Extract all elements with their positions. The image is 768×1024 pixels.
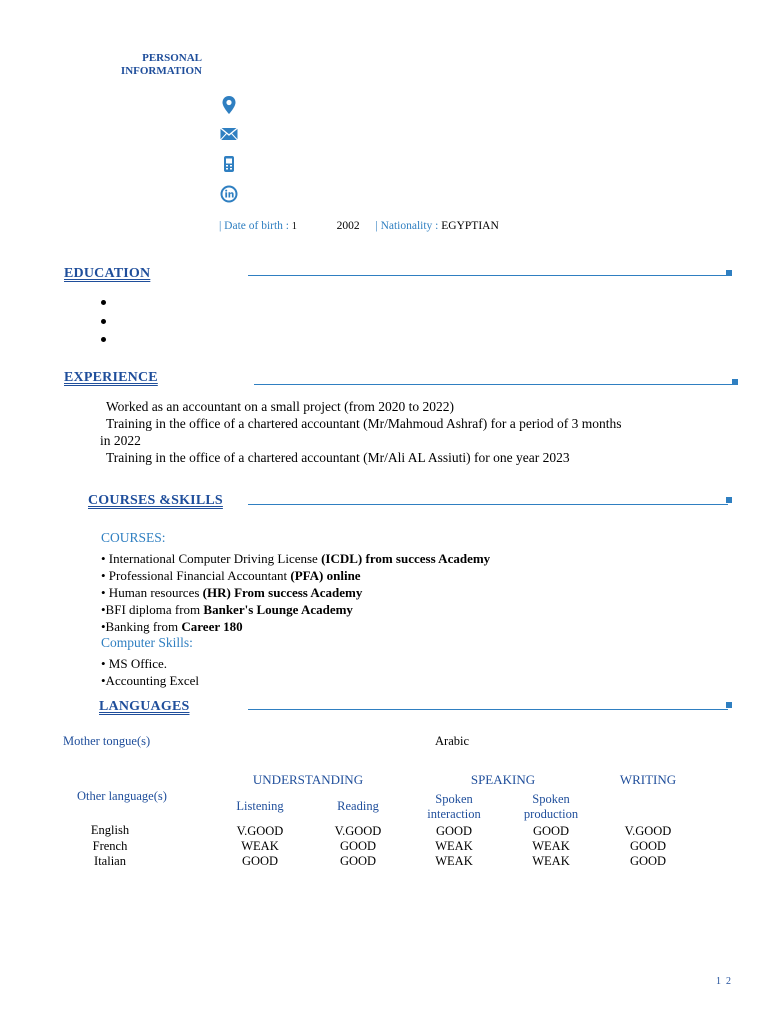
phone-icon [219,154,239,174]
understanding-header: UNDERSTANDING [252,772,364,787]
reading-level: GOOD [339,839,377,853]
experience-marker [732,379,738,385]
mother-tongue-label: Mother tongue(s) [63,734,151,748]
interaction-level: WEAK [435,839,473,853]
spoken-production-header: Spoken production [523,792,579,821]
courses-label: COURSES: [101,530,166,545]
course-item: • International Computer Driving License (ICDL) from success Academy [101,551,491,566]
education-bullet [101,300,106,305]
listening-header: Listening [236,799,284,813]
nationality-label: | Nationality : [375,220,439,232]
writing-level: V.GOOD [624,824,672,838]
experience-rule [254,384,734,385]
languages-heading: LANGUAGES [99,699,190,714]
reading-level: GOOD [339,854,377,868]
language-name: Italian [94,854,126,868]
birth-nationality-line [219,220,499,232]
personal-info-title: PERSONAL INFORMATION [120,52,202,77]
writing-level: GOOD [629,839,667,853]
computer-skill-item: •Accounting Excel [101,673,200,688]
courses-rule [248,504,728,505]
writing-header: WRITING [619,772,677,787]
course-item: • Human resources (HR) From success Academy [101,585,363,600]
production-level: WEAK [532,854,570,868]
courses-marker [726,497,732,503]
production-level: GOOD [532,824,570,838]
course-item: •BFI diploma from Banker's Lounge Academy [101,602,353,617]
experience-heading: EXPERIENCE [64,370,158,385]
course-item: • Professional Financial Accountant (PFA) online [101,568,361,583]
listening-level: WEAK [241,839,279,853]
language-name: French [92,839,128,853]
experience-line: in 2022 [100,433,141,448]
education-bullet [101,319,106,324]
education-bullet [101,337,106,342]
writing-level: GOOD [629,854,667,868]
reading-level: V.GOOD [334,824,382,838]
education-heading: EDUCATION [64,266,151,281]
speaking-header: SPEAKING [470,772,536,787]
interaction-level: WEAK [435,854,473,868]
education-marker [726,270,732,276]
dob-day: 1 [291,221,297,232]
nationality-value: EGYPTIAN [441,220,499,232]
spoken-interaction-header: Spoken interaction [427,792,481,821]
dob-year: 2002 [336,220,360,232]
experience-line: Training in the office of a chartered accountant (Mr/Mahmoud Ashraf) for a period of 3 months [106,416,622,431]
courses-heading: COURSES &SKILLS [88,493,223,508]
dob-label: | Date of birth : [219,220,290,232]
reading-header: Reading [337,799,379,813]
experience-line: Training in the office of a chartered accountant (Mr/Ali AL Assiuti) for one year 2023 [106,450,570,465]
location-icon [219,95,239,115]
linkedin-icon [219,184,239,204]
education-rule [248,275,728,276]
computer-skill-item: • MS Office. [101,656,168,671]
languages-marker [726,702,732,708]
page-number: 1 2 [716,976,731,987]
production-level: WEAK [532,839,570,853]
course-item: •Banking from Career 180 [101,619,243,634]
email-icon [219,124,239,144]
languages-rule [248,709,728,710]
listening-level: V.GOOD [236,824,284,838]
mother-tongue-value: Arabic [435,734,470,748]
listening-level: GOOD [241,854,279,868]
computer-skills-label: Computer Skills: [101,635,193,650]
experience-line: Worked as an accountant on a small project (from 2020 to 2022) [106,399,454,414]
interaction-level: GOOD [435,824,473,838]
language-name: English [90,823,130,837]
other-languages-label: Other language(s) [77,789,167,803]
